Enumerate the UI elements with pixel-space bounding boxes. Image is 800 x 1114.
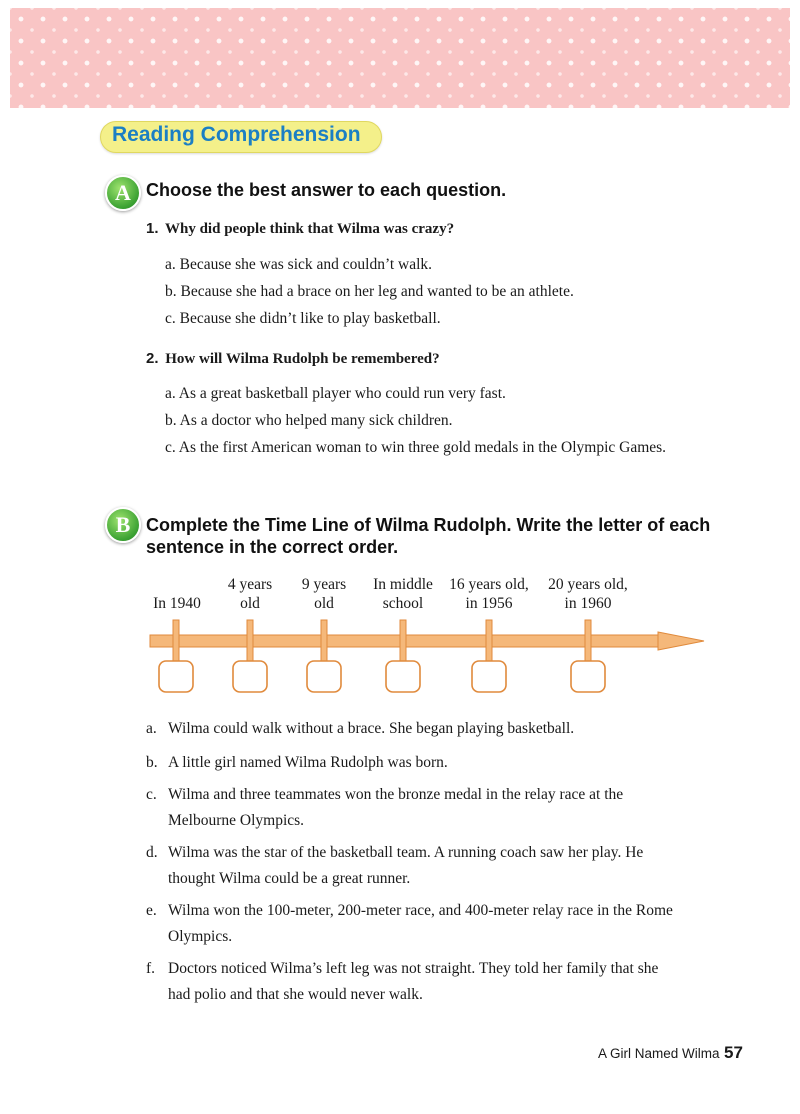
timeline-tick xyxy=(400,620,406,662)
timeline-label-1960: 20 years old, in 1960 xyxy=(548,576,628,612)
footer-chapter-title: A Girl Named Wilma xyxy=(598,1046,720,1061)
part-a-badge: A xyxy=(105,175,141,211)
q1-option-c: c. Because she didn’t like to play basketball. xyxy=(165,310,441,327)
sentence-letter: a. xyxy=(146,720,157,737)
header-banner xyxy=(10,8,790,108)
page-number: 57 xyxy=(724,1043,743,1062)
answer-box[interactable] xyxy=(571,661,605,692)
part-a-heading: Choose the best answer to each question. xyxy=(146,180,507,200)
sentence-letter: d. xyxy=(146,844,158,861)
sentence-a xyxy=(146,716,704,742)
sentence-text-cont: Olympics. xyxy=(168,928,233,945)
sentence-text: A little girl named Wilma Rudolph was born. xyxy=(168,754,448,771)
timeline-tick xyxy=(585,620,591,662)
timeline-arrowhead xyxy=(658,632,704,650)
answer-box[interactable] xyxy=(386,661,420,692)
timeline-tick xyxy=(486,620,492,662)
timeline-slot-1 xyxy=(159,620,193,692)
timeline-slot-3 xyxy=(307,620,341,692)
part-b-heading-line1: Complete the Time Line of Wilma Rudolph. Write the letter of each xyxy=(146,515,711,535)
timeline-slot-4 xyxy=(386,620,420,692)
timeline-slot-6 xyxy=(571,620,605,692)
sentence-text: Wilma was the star of the basketball team. A running coach saw her play. He xyxy=(168,844,644,861)
question-text: How will Wilma Rudolph be remembered? xyxy=(165,351,440,367)
sentence-text-cont: had polio and that she would never walk. xyxy=(168,986,423,1003)
q2-option-c: c. As the first American woman to win three gold medals in the Olympic Games. xyxy=(165,439,667,456)
timeline-graphic xyxy=(0,610,800,700)
sentence-text: Wilma could walk without a brace. She began playing basketball. xyxy=(168,720,575,737)
sentence-letter: b. xyxy=(146,754,158,771)
sentence-letter: f. xyxy=(146,960,156,977)
sentence-e xyxy=(146,898,704,950)
timeline-label-1956: 16 years old, in 1956 xyxy=(449,576,529,612)
timeline-label-1940: In 1940 xyxy=(153,595,201,612)
sentence-letter: c. xyxy=(146,786,157,803)
sentence-b xyxy=(146,750,704,776)
question-text: Why did people think that Wilma was crazy? xyxy=(165,221,455,237)
question-1 xyxy=(146,220,454,238)
q1-option-b: b. Because she had a brace on her leg and wanted to be an athlete. xyxy=(165,283,574,300)
sentence-letter: e. xyxy=(146,902,157,919)
sentence-c xyxy=(146,782,704,834)
q2-option-a: a. As a great basketball player who could run very fast. xyxy=(165,385,506,402)
sentence-d xyxy=(146,840,704,892)
timeline-tick xyxy=(173,620,179,662)
timeline-tick xyxy=(321,620,327,662)
question-2 xyxy=(146,350,440,368)
answer-box[interactable] xyxy=(472,661,506,692)
timeline-label-middle-school: In middle school xyxy=(373,576,433,612)
sentence-text-cont: thought Wilma could be a great runner. xyxy=(168,870,411,887)
q2-option-b: b. As a doctor who helped many sick children. xyxy=(165,412,453,429)
section-title: Reading Comprehension xyxy=(112,123,361,146)
sentence-text: Wilma won the 100-meter, 200-meter race, and 400-meter relay race in the Rome xyxy=(168,902,673,919)
answer-box[interactable] xyxy=(307,661,341,692)
sentence-text: Wilma and three teammates won the bronze medal in the relay race at the xyxy=(168,786,624,803)
part-b-badge: B xyxy=(105,507,141,543)
question-number: 2. xyxy=(146,350,159,367)
timeline-slot-5 xyxy=(472,620,506,692)
timeline-label-9-years: 9 years old xyxy=(301,576,347,612)
part-b-heading xyxy=(146,514,710,558)
question-number: 1. xyxy=(146,220,159,237)
sentence-text: Doctors noticed Wilma’s left leg was not straight. They told her family that she xyxy=(168,960,659,977)
sentence-text-cont: Melbourne Olympics. xyxy=(168,812,305,829)
part-b-heading-line2: sentence in the correct order. xyxy=(146,537,399,557)
sentence-f xyxy=(146,956,704,1008)
answer-box[interactable] xyxy=(159,661,193,692)
q1-option-a: a. Because she was sick and couldn’t walk. xyxy=(165,256,433,273)
timeline-slot-2 xyxy=(233,620,267,692)
timeline-tick xyxy=(247,620,253,662)
answer-box[interactable] xyxy=(233,661,267,692)
timeline-label-4-years: 4 years old xyxy=(227,576,273,612)
